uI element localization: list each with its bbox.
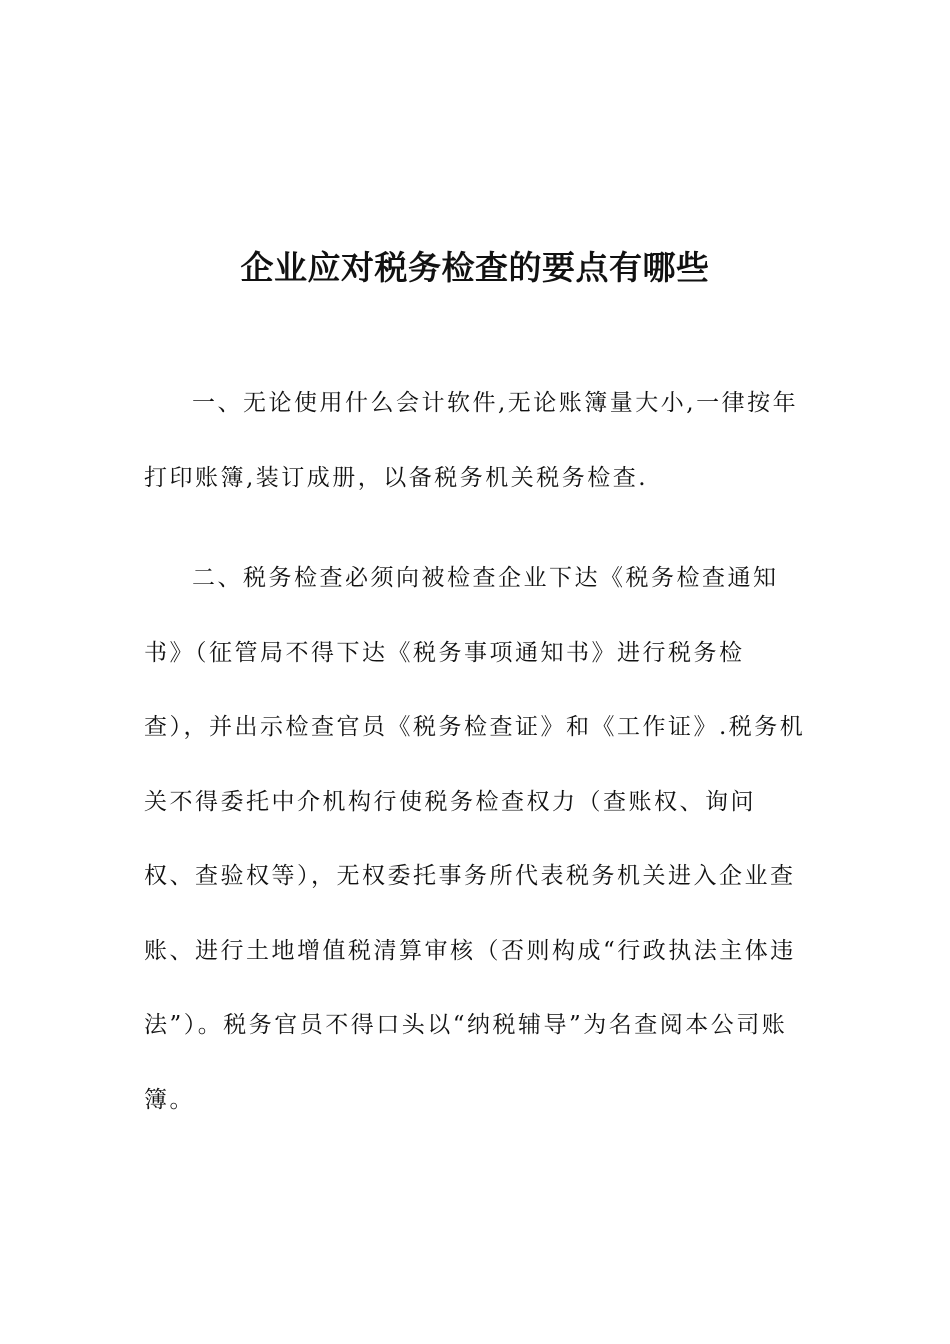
paragraph-1: 一、无论使用什么会计软件,无论账簿量大小,一律按年打印账簿,装订成册，以备税务机关税务检查. (144, 390, 799, 491)
paragraph-2: 二、税务检查必须向被检查企业下达《税务检查通知书》（征管局不得下达《税务事项通知书》进行税务检查），并出示检查官员《税务检查证》和《工作证》.税务机关不得委托中介机构行使税务检查权力（查账权、询问权、查验权等），无权委托事务所代表税务机关进入企业查账、进行土地增值税清算审核（否则构成“行政执法主体违法”）。税务官员不得口头以“纳税辅导”为名查阅本公司账簿。 (144, 565, 806, 1113)
document-title: 企业应对税务检查的要点有哪些 (240, 248, 710, 287)
